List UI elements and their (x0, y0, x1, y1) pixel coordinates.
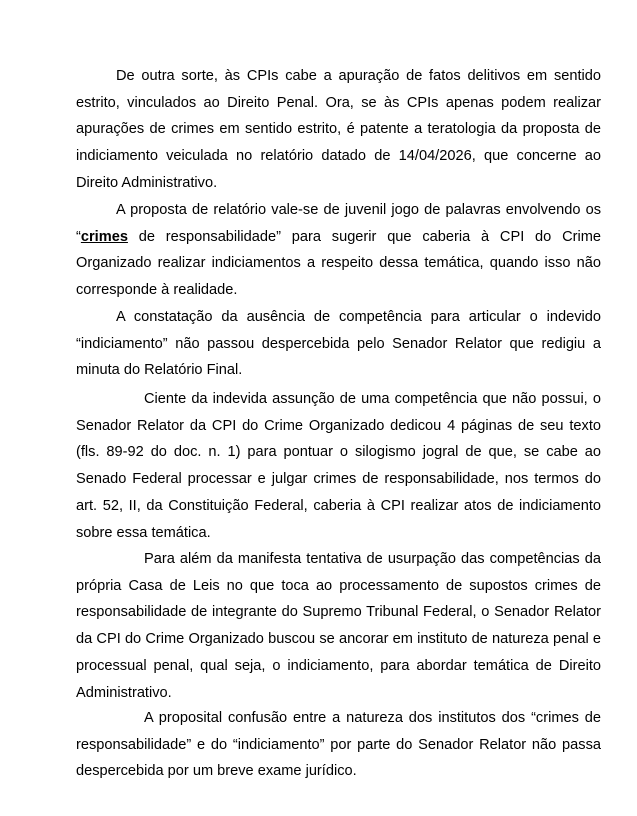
paragraph-5 (76, 546, 601, 706)
paragraph-2-text (76, 197, 601, 304)
paragraph-2-emphasis: crimes (80, 228, 128, 245)
paragraph-4-text: Ciente da indevida assunção de uma competência que não possui, o Senador Relator da CPI do Crime Organizado dedicou 4 páginas de seu texto (fls. 89-92 do doc. n. 1) para pontuar o silogismo jogral de que, se cabe ao Senado Federal processar e julgar crimes de responsabilidade, nos termos do art. 52, II, da Constituição Federal, caberia à CPI realizar atos de indiciamento sobre essa temática. (76, 391, 601, 541)
paragraph-2-after: de responsabilidade” para sugerir que caberia à CPI do Crime Organizado realizar indiciamentos a respeito dessa temática, quando isso não corresponde à realidade. (76, 228, 601, 299)
paragraph-4 (76, 386, 601, 546)
paragraph-3-text: A constatação da ausência de competência para articular o indevido “indiciamento” não passou despercebida pelo Senador Relator que redigiu a minuta do Relatório Final. (76, 309, 601, 379)
paragraph-6-text: A proposital confusão entre a natureza dos institutos dos “crimes de responsabilidade” e do “indiciamento” por parte do Senador Relator não passa despercebida por um breve exame jurídico. (76, 710, 601, 780)
paragraph-5-text: Para além da manifesta tentativa de usurpação das competências da própria Casa de Leis no que toca ao processamento de supostos crimes de responsabilidade de integrante do Supremo Tribunal Federal, o Senador Relator da CPI do Crime Organizado buscou se ancorar em instituto de natureza penal e processual penal, qual seja, o indiciamento, para abordar temática de Direito Administrativo. (76, 551, 601, 701)
paragraph-3 (76, 304, 601, 384)
paragraph-6 (76, 705, 601, 785)
paragraph-1 (76, 63, 601, 197)
paragraph-1-text: De outra sorte, às CPIs cabe a apuração de fatos delitivos em sentido estrito, vinculados ao Direito Penal. Ora, se às CPIs apenas podem realizar apurações de crimes em sentido estrito, é patente a teratologia da proposta de indiciamento veiculada no relatório datado de 14/04/2026, que concerne ao Direito Administrativo. (76, 68, 601, 191)
paragraph-2-before: A proposta de relatório vale-se de juvenil jogo de palavras envolvendo os “ (76, 202, 601, 245)
paragraph-2 (76, 197, 601, 304)
